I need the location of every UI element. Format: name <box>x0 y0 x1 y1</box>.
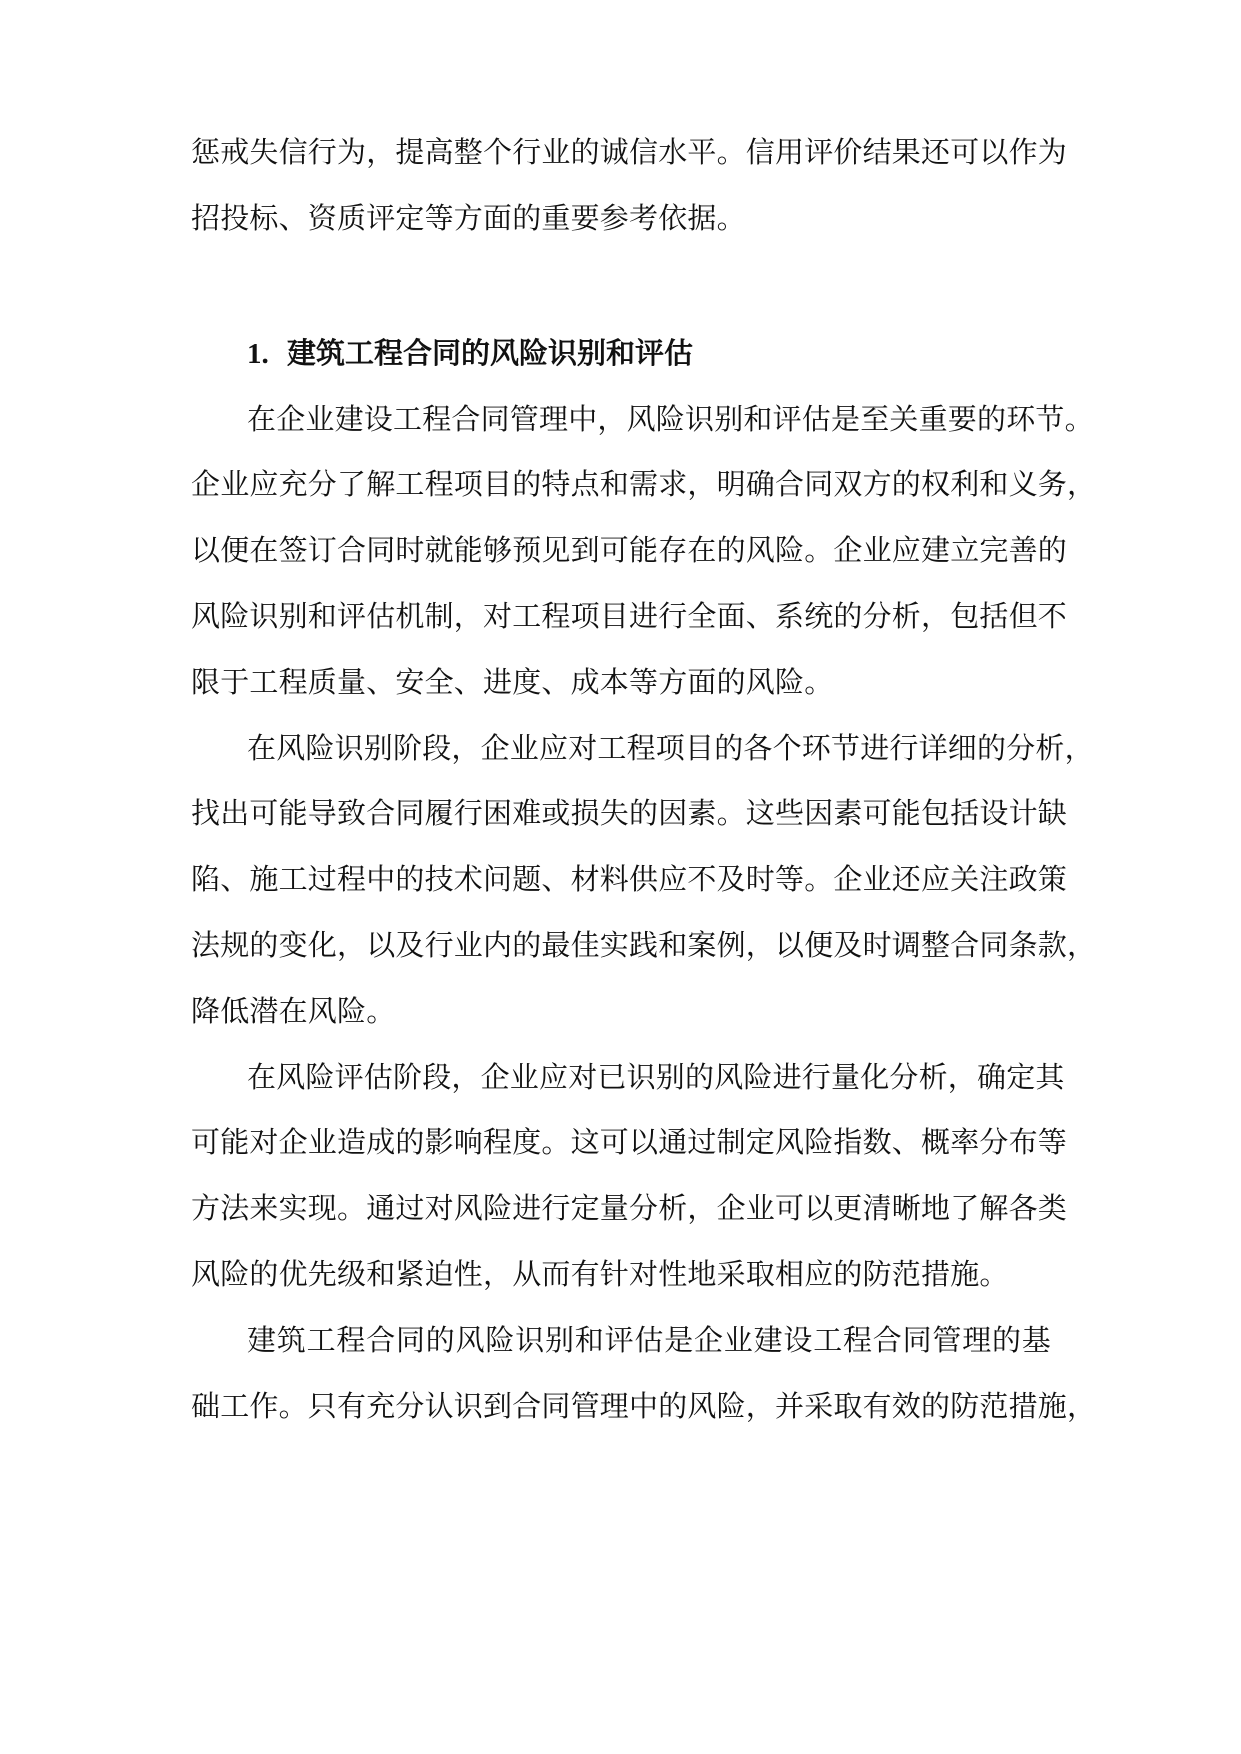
paragraph-3-line-2: 可能对企业造成的影响程度。这可以通过制定风险指数、概率分布等 <box>191 1125 1068 1159</box>
paragraph-3-line-1: 在风险评估阶段，企业应对已识别的风险进行量化分析，确定其 <box>247 1060 1065 1094</box>
paragraph-1-line-2: 企业应充分了解工程项目的特点和需求，明确合同双方的权利和义务， <box>191 467 1097 501</box>
paragraph-4-line-2: 础工作。只有充分认识到合同管理中的风险，并采取有效的防范措施， <box>191 1389 1097 1423</box>
paragraph-3-line-3: 方法来实现。通过对风险进行定量分析，企业可以更清晰地了解各类 <box>191 1191 1068 1225</box>
paragraph-2-line-2: 找出可能导致合同履行困难或损失的因素。这些因素可能包括设计缺 <box>191 796 1068 830</box>
paragraph-1-line-5: 限于工程质量、安全、进度、成本等方面的风险。 <box>191 665 834 699</box>
paragraph-1-line-4: 风险识别和评估机制，对工程项目进行全面、系统的分析，包括但不 <box>191 599 1068 633</box>
paragraph-4-line-1: 建筑工程合同的风险识别和评估是企业建设工程合同管理的基 <box>247 1323 1051 1357</box>
paragraph-1-line-1: 在企业建设工程合同管理中，风险识别和评估是至关重要的环节。 <box>247 402 1094 436</box>
intro-line-1: 惩戒失信行为，提高整个行业的诚信水平。信用评价结果还可以作为 <box>191 135 1068 169</box>
paragraph-2-line-3: 陷、施工过程中的技术问题、材料供应不及时等。企业还应关注政策 <box>191 862 1068 896</box>
section-title: 建筑工程合同的风险识别和评估 <box>287 336 694 370</box>
paragraph-2-line-1: 在风险识别阶段，企业应对工程项目的各个环节进行详细的分析， <box>247 731 1094 765</box>
section-number: 1. <box>247 338 269 370</box>
paragraph-3-line-4: 风险的优先级和紧迫性，从而有针对性地采取相应的防范措施。 <box>191 1257 1009 1291</box>
intro-line-2: 招投标、资质评定等方面的重要参考依据。 <box>191 201 746 235</box>
paragraph-1-line-3: 以便在签订合同时就能够预见到可能存在的风险。企业应建立完善的 <box>191 533 1068 567</box>
paragraph-2-line-5: 降低潜在风险。 <box>191 994 396 1028</box>
section-heading <box>247 333 693 374</box>
paragraph-2-line-4: 法规的变化，以及行业内的最佳实践和案例，以便及时调整合同条款， <box>191 928 1097 962</box>
